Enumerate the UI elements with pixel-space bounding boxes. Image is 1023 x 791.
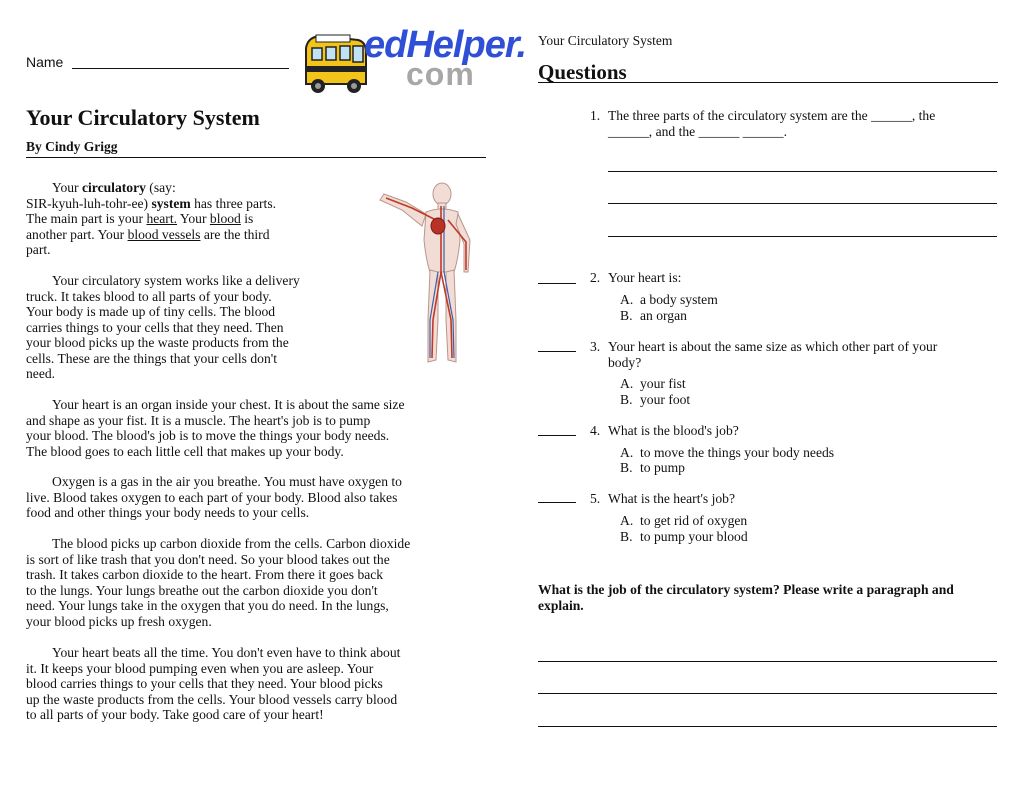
answer-line[interactable]	[608, 171, 997, 172]
essay-line[interactable]	[538, 726, 997, 727]
answer-blank-3[interactable]	[538, 351, 576, 352]
heart-icon	[431, 218, 445, 234]
option-5a[interactable]: A. to get rid of oxygen	[620, 513, 748, 528]
question-1: 1. The three parts of the circulatory system are the ______, the ______, and the ______ ______.	[590, 108, 936, 139]
answer-line[interactable]	[608, 236, 997, 237]
paragraph-4: Oxygen is a gas in the air you breathe. You must have oxygen to live. Blood takes oxygen to each part of your body. Blood also takes food and other things your body needs to your cells.	[26, 474, 402, 520]
option-2a[interactable]: A. a body system	[620, 292, 718, 307]
answer-blank-5[interactable]	[538, 502, 576, 503]
paragraph-2: Your circulatory system works like a delivery truck. It takes blood to all parts of your body. Your body is made up of tiny cells. The blood carries things to your cells that they need. Then your blood picks up the waste products from the cells. These are the things that your cells don't need.	[26, 273, 300, 381]
title-divider	[26, 157, 486, 158]
circulatory-system-figure	[372, 180, 487, 370]
question-4: 4. What is the blood's job?	[590, 423, 739, 438]
option-4a[interactable]: A. to move the things your body needs	[620, 445, 835, 460]
paragraph-6: Your heart beats all the time. You don't even have to think about it. It keeps your blood pumping even when you are asleep. Your blood carries things to your cells that they need. Your blood picks up the waste products from the cells. Your blood vessels carry blood to all parts of your body. Take good care of your heart!	[26, 645, 401, 722]
option-2b[interactable]: B. an organ	[620, 308, 687, 323]
paragraph-5: The blood picks up carbon dioxide from the cells. Carbon dioxide is sort of like trash that you don't need. So your blood takes out the trash. It takes carbon dioxide to the heart. From there it goes back to the lungs. Your lungs breathe out the carbon dioxide you don't need. Your lungs take in the oxygen that you do need. In the lungs, your blood picks up fresh oxygen.	[26, 536, 411, 629]
article-author: By Cindy Grigg	[26, 139, 118, 154]
name-field-line[interactable]	[72, 68, 289, 69]
essay-prompt: What is the job of the circulatory system? Please write a paragraph and explain.	[538, 582, 954, 613]
paragraph-1: Your circulatory (say: SIR-kyuh-luh-tohr-ee) system has three parts. The main part is your heart. Your blood is another part. Your blood vessels are the third part.	[26, 180, 277, 257]
page-header: Your Circulatory System	[538, 33, 673, 48]
option-4b[interactable]: B. to pump	[620, 460, 685, 475]
essay-line[interactable]	[538, 693, 997, 694]
human-body-icon	[372, 180, 487, 370]
question-3: 3. Your heart is about the same size as which other part of your body?	[590, 339, 938, 370]
answer-line[interactable]	[608, 203, 997, 204]
option-5b[interactable]: B. to pump your blood	[620, 529, 748, 544]
question-5: 5. What is the heart's job?	[590, 491, 736, 506]
article-title: Your Circulatory System	[26, 105, 260, 130]
answer-blank-4[interactable]	[538, 435, 576, 436]
paragraph-3: Your heart is an organ inside your chest. It is about the same size and shape as your fist. It is a muscle. The heart's job is to pump your blood. The blood's job is to move the things your body needs. The blood goes to each little cell that makes up your body.	[26, 397, 405, 459]
option-3b[interactable]: B. your foot	[620, 392, 691, 407]
name-label: Name	[26, 54, 64, 70]
logo-text-com: com	[406, 56, 475, 92]
answer-blank-2[interactable]	[538, 283, 576, 284]
questions-divider	[538, 82, 998, 83]
question-2: 2. Your heart is:	[590, 270, 682, 285]
logo-text-edhelper: edHelper.	[364, 24, 527, 66]
essay-line[interactable]	[538, 661, 997, 662]
option-3a[interactable]: A. your fist	[620, 376, 686, 391]
questions-heading: Questions	[538, 60, 627, 84]
